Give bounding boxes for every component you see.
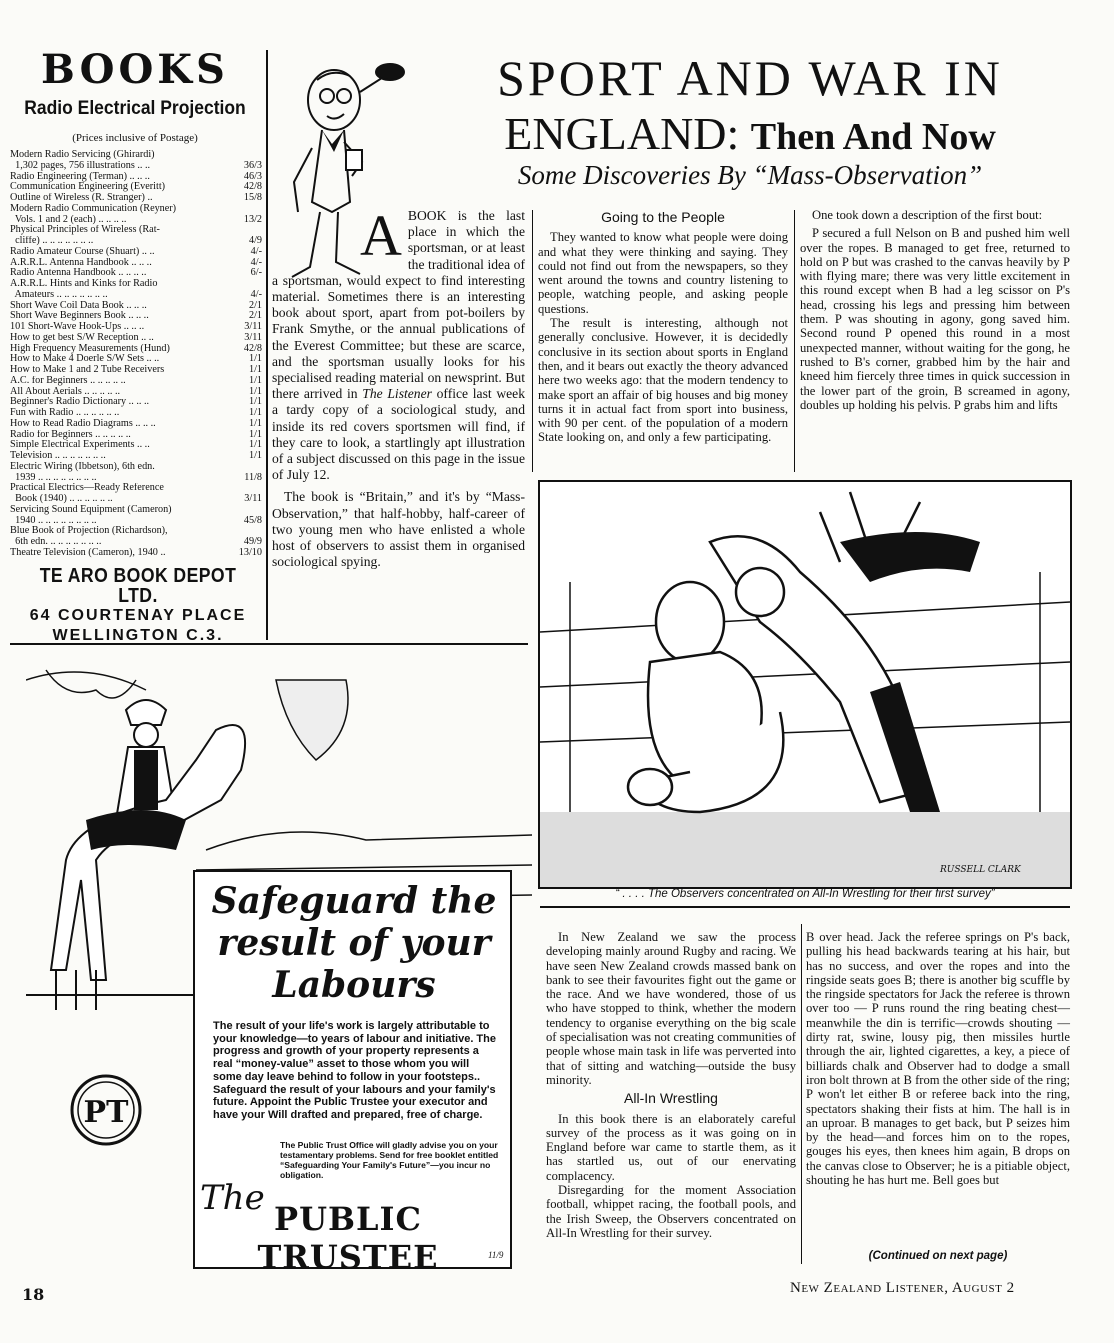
book-item bbox=[10, 344, 262, 355]
book-price bbox=[234, 462, 262, 473]
depot-name: TE ARO BOOK DEPOT LTD. bbox=[39, 565, 237, 607]
book-item bbox=[10, 430, 262, 441]
book-title: A.R.R.L. Antenna Handbook .. .. .. bbox=[10, 257, 152, 268]
ad-the: The bbox=[200, 1178, 265, 1218]
book-price: 1/1 bbox=[248, 396, 262, 408]
book-title: 1,302 pages, 756 illustrations .. .. bbox=[10, 160, 151, 171]
page-number: 18 bbox=[22, 1285, 45, 1304]
book-price: 42/8 bbox=[243, 342, 262, 354]
book-price: 1/1 bbox=[248, 374, 262, 386]
ad-code: 11/9 bbox=[488, 1250, 504, 1260]
continued-note: (Continued on next page) bbox=[868, 1250, 1008, 1262]
book-item bbox=[10, 548, 262, 559]
book-price: 3/11 bbox=[244, 321, 262, 332]
book-title: Radio Engineering (Terman) .. .. .. bbox=[10, 171, 150, 182]
cartoon-caption: “ . . . . The Observers concentrated on All-In Wrestling for their first survey” bbox=[615, 888, 995, 900]
trustee-logo: PT bbox=[83, 1095, 129, 1130]
ad-body: The result of your life's work is largely attributable to your knowledge—to years of labour and initiative. The progress and growth of your property represents a real “money-value” asset to those whom you will some day leave behind to follow in your footsteps.. Safeguard the result of your labours and your family's future. Appoint the Public Trustee your executor and have your Will drafted and prepared, free of charge. bbox=[213, 1020, 496, 1121]
book-price bbox=[234, 204, 262, 215]
article-headline bbox=[420, 50, 1080, 165]
book-item bbox=[10, 376, 262, 387]
book-title: Theatre Television (Cameron), 1940 .. bbox=[10, 547, 166, 558]
book-item bbox=[10, 204, 262, 215]
book-item bbox=[10, 215, 262, 226]
book-title: Physical Principles of Wireless (Rat- bbox=[10, 225, 160, 236]
book-item bbox=[10, 311, 262, 322]
book-item bbox=[10, 462, 262, 473]
book-price: 13/10 bbox=[238, 546, 262, 558]
book-title: Modern Radio Servicing (Ghirardi) bbox=[10, 150, 155, 160]
book-item bbox=[10, 408, 262, 419]
book-price: 4/- bbox=[250, 245, 262, 257]
book-item bbox=[10, 333, 262, 344]
book-item bbox=[10, 537, 262, 548]
section-heading-going: Going to the People bbox=[601, 209, 725, 225]
book-depot bbox=[10, 566, 266, 646]
ad-title: Safeguard the result of your Labours bbox=[211, 880, 497, 1006]
book-item bbox=[10, 322, 262, 333]
book-title: Radio Antenna Handbook .. .. .. .. bbox=[10, 268, 147, 279]
article-subheadline: Some Discoveries By “Mass-Observation” bbox=[517, 160, 983, 190]
book-title: Radio Amateur Course (Shuart) .. .. bbox=[10, 246, 155, 257]
book-price: 36/3 bbox=[243, 159, 262, 171]
book-item bbox=[10, 193, 262, 204]
book-price: 4/- bbox=[250, 288, 262, 300]
book-item bbox=[10, 419, 262, 430]
book-price: 1/1 bbox=[248, 417, 262, 429]
headline-line-1: SPORT AND WAR IN bbox=[497, 50, 1003, 106]
book-item bbox=[10, 451, 262, 462]
book-item bbox=[10, 247, 262, 258]
book-price: 4/- bbox=[250, 256, 262, 268]
book-title: A.C. for Beginners .. .. .. .. .. bbox=[10, 375, 126, 386]
book-title: Short Wave Beginners Book .. .. .. bbox=[10, 311, 149, 322]
book-item bbox=[10, 505, 262, 516]
book-item bbox=[10, 258, 262, 269]
ad-small-print: The Public Trust Office will gladly advise you on your testamentary problems. Send for free booklet entitled “Safeguarding Your Family's Future”—you incur no obligation. bbox=[280, 1140, 499, 1180]
book-item bbox=[10, 483, 262, 494]
book-price: 42/8 bbox=[243, 181, 262, 193]
book-title: Vols. 1 and 2 (each) .. .. .. .. bbox=[10, 214, 127, 225]
book-item bbox=[10, 172, 262, 183]
depot-city: WELLINGTON C.3. bbox=[52, 627, 224, 644]
book-price: 46/3 bbox=[243, 170, 262, 182]
book-title: Simple Electrical Experiments .. .. bbox=[10, 440, 150, 451]
book-price: 1/1 bbox=[248, 439, 262, 451]
book-title: Television .. .. .. .. .. .. .. bbox=[10, 451, 106, 461]
book-item bbox=[10, 268, 262, 279]
books-subheading: Radio Electrical Projection bbox=[24, 98, 246, 119]
intro-paragraph-1-end: office last week a tardy copy of a sociological study, and inside its red covers sportsmen will find, if they care to look, a startlingly apt illustration of a subject discussed on this page in the issue of July 12. bbox=[272, 386, 525, 483]
drop-cap: A bbox=[360, 203, 402, 268]
intro-paragraph-2: The book is “Britain,” and it's by “Mass-Observation,” that half-hobby, half-career of two young men who have enlisted a whole host of observers to assist them in organised sociological spying. bbox=[272, 489, 525, 570]
book-item bbox=[10, 161, 262, 172]
book-item bbox=[10, 236, 262, 247]
depot-address: 64 COURTENAY PLACE bbox=[29, 607, 247, 624]
book-price: 15/8 bbox=[243, 192, 262, 203]
book-title: cliffe) .. .. .. .. .. .. .. bbox=[10, 236, 94, 246]
paragraph: In New Zealand we saw the process developing mainly around Rugby and racing. We have seen New Zealand crowds massed bank on bank to see their favourites fight out the game or the race. And we have wondered, those of us who have stopped to think, whether the modern tendency to organise everything on the big scale of specialisation was not creating communities of people whose main task in life was perverted into that of sitting and watching—outside the busy minority. bbox=[546, 930, 796, 1087]
article-column-3 bbox=[800, 208, 1070, 412]
book-price: 4/9 bbox=[248, 235, 262, 246]
book-price: 1/1 bbox=[248, 385, 262, 397]
book-price: 1/1 bbox=[248, 353, 262, 365]
wrestling-cartoon bbox=[538, 480, 1072, 889]
book-price: 6/- bbox=[250, 267, 262, 279]
article-lower-column-2 bbox=[806, 930, 1070, 1187]
headline-line-2b: Then And Now bbox=[750, 116, 996, 158]
book-price: 2/1 bbox=[248, 299, 262, 311]
book-title: 1940 .. .. .. .. .. .. .. .. bbox=[10, 515, 97, 526]
book-item bbox=[10, 182, 262, 193]
book-title: How to Make 4 Doerle S/W Sets .. .. bbox=[10, 354, 160, 365]
publication-footer: New Zealand Listener, August 2 bbox=[790, 1280, 1015, 1296]
intro-italic-title: The Listener bbox=[362, 386, 432, 402]
books-list bbox=[10, 150, 262, 559]
book-title: Practical Electrics—Ready Reference bbox=[10, 483, 164, 494]
book-item bbox=[10, 279, 262, 290]
book-price: 11/8 bbox=[244, 471, 262, 483]
book-title: How to get best S/W Reception .. .. bbox=[10, 332, 154, 343]
book-item bbox=[10, 290, 262, 301]
book-item bbox=[10, 440, 262, 451]
book-title: Blue Book of Projection (Richardson), bbox=[10, 526, 168, 537]
book-title: 6th edn. .. .. .. .. .. .. .. bbox=[10, 537, 102, 547]
book-item bbox=[10, 387, 262, 398]
book-price: 1/1 bbox=[248, 450, 262, 461]
headline-line-2a: ENGLAND: bbox=[504, 108, 740, 159]
article-column-2 bbox=[538, 208, 788, 445]
caption-rule bbox=[540, 906, 1070, 908]
column-rule bbox=[794, 210, 795, 472]
book-price: 1/1 bbox=[248, 364, 262, 375]
book-title: Fun with Radio .. .. .. .. .. .. bbox=[10, 408, 120, 418]
book-item bbox=[10, 494, 262, 505]
book-title: Radio for Beginners .. .. .. .. .. bbox=[10, 429, 131, 440]
paragraph: One took down a description of the first bout: bbox=[812, 208, 1043, 222]
book-item bbox=[10, 301, 262, 312]
book-title: Amateurs .. .. .. .. .. .. .. bbox=[10, 289, 108, 300]
section-heading-allin: All-In Wrestling bbox=[624, 1090, 718, 1107]
ad-public-trustee: PUBLIC TRUSTEE bbox=[257, 1200, 439, 1276]
book-price: 2/1 bbox=[248, 310, 262, 322]
book-title: High Frequency Measurements (Hund) bbox=[10, 343, 170, 354]
book-price: 1/1 bbox=[248, 428, 262, 440]
column-rule bbox=[801, 924, 802, 1264]
cartoon-signature: RUSSELL CLARK bbox=[940, 865, 1021, 875]
book-item bbox=[10, 397, 262, 408]
paragraph: They wanted to know what people were doing and what they were thinking and saying. They could not find out from the newspapers, so they went around the towns and country listening to people, watching people, and asking people questions. bbox=[538, 230, 788, 316]
article-intro bbox=[272, 203, 525, 570]
book-item bbox=[10, 473, 262, 484]
article-lower-column-1 bbox=[546, 930, 796, 1240]
book-price: 45/8 bbox=[243, 514, 262, 526]
book-item bbox=[10, 150, 262, 161]
paragraph: The result is interesting, although not generally conclusive. However, it is decidedly conclusive in its section about sports in England then, and it bears out exactly the theory advanced here two weeks ago: that the modern tendency to make sport an affair of big houses and big money turns it in actual fact from sport into business, with 90 per cent. of the population of a modern State looking on, and only a few participating. bbox=[538, 316, 788, 445]
paragraph: Disregarding for the moment Association football, whippet racing, the football pools, and the Irish Sweep, the Observers concentrated on All-In Wrestling for their survey. bbox=[546, 1183, 796, 1240]
paragraph: P secured a full Nelson on B and pushed him well over the ropes. B managed to get free, returned to hold on P but was crashed to the canvas heavily by P with flying mare; there was very little excitement in this round except when B had a leg scissor on P's head, crossing his legs and pressing him between them. P was shouting in agony, gong saved him. Second round P opened this round in a most unexpected manner, without waiting for the gong, he rushed to B's corner, grabbed him by the hair and kneed him fiercely three times in quick succession in the lower part of the groin, B screamed in agony, doubles up holding his pelvis. P grabs him and lifts bbox=[800, 226, 1070, 412]
book-price: 3/11 bbox=[244, 493, 262, 504]
book-title: 1939 .. .. .. .. .. .. .. .. bbox=[10, 472, 97, 483]
book-title: All About Aerials .. .. .. .. .. bbox=[10, 386, 121, 397]
books-heading: BOOKS bbox=[41, 46, 229, 93]
book-item bbox=[10, 526, 262, 537]
book-title: 101 Short-Wave Hook-Ups .. .. .. bbox=[10, 322, 145, 332]
book-title: A.R.R.L. Hints and Kinks for Radio bbox=[10, 279, 158, 289]
book-title: Communication Engineering (Everitt) bbox=[10, 182, 166, 193]
book-title: How to Read Radio Diagrams .. .. .. bbox=[10, 418, 156, 429]
book-title: How to Make 1 and 2 Tube Receivers bbox=[10, 365, 165, 375]
paragraph: In this book there is an elaborately careful survey of the process as it was going on in England before war came to startle them, as it has startled us, out of our enervating complacency. bbox=[546, 1111, 796, 1183]
intro-paragraph-1: BOOK is the last place in which the sportsman, or at least the traditional idea of a sportsman, would expect to find interesting material. Sometimes there is an interesting book about sport, apart from pot-boilers by Frank Smythe, or the annual publications of the Everest Committee; but these are scarce, and the sportsman usually looks for his specialised reading material on newsprint. But there arrived in bbox=[272, 208, 525, 402]
paragraph: B over head. Jack the referee springs on P's back, pulling his head backwards tearing at his hair, but has no success, and over the ropes and into the ringside seats goes B; there is another big scuffle by the ringside spectators for Jack the referee is thrown over too — P runs round the ring beating chest—meanwhile the din is terrific—crowds shouting — dirty rat, swine, lousy pig, then missiles hurtle through the air, lighted cigarettes, a key, a piece of billiards chalk and Observer had to dodge a small iron bolt thrown at B from the other side of the ring; P won't let either B or referee back into the ring, spectators shaking their fists at him. The hall is in an uproar. B manages to get back, but P seizes him by the head—and forces him on to the ropes, gouges his eyes, then knees him again, B drops on the canvas close to Observer; he is a pitiable object, shouting he has hurt me. Bell goes but bbox=[806, 930, 1070, 1188]
book-price: 49/9 bbox=[243, 536, 262, 547]
book-item bbox=[10, 516, 262, 527]
book-title: Electric Wiring (Ibbetson), 6th edn. bbox=[10, 461, 155, 472]
book-title: Short Wave Coil Data Book .. .. .. bbox=[10, 300, 147, 311]
book-price: 13/2 bbox=[243, 213, 262, 225]
book-title: Servicing Sound Equipment (Cameron) bbox=[10, 504, 172, 515]
book-price: 1/1 bbox=[248, 407, 262, 418]
book-title: Beginner's Radio Dictionary .. .. .. bbox=[10, 397, 150, 408]
book-price: 3/11 bbox=[244, 331, 262, 343]
book-price bbox=[234, 505, 262, 516]
column-rule bbox=[532, 210, 533, 472]
book-title: Book (1940) .. .. .. .. .. .. bbox=[10, 494, 113, 504]
book-item bbox=[10, 354, 262, 365]
book-item bbox=[10, 365, 262, 376]
book-title: Modern Radio Communication (Reyner) bbox=[10, 203, 177, 214]
book-title: Outline of Wireless (R. Stranger) .. bbox=[10, 193, 153, 203]
column-rule bbox=[266, 50, 268, 640]
books-prices-note: (Prices inclusive of Postage) bbox=[72, 132, 198, 144]
book-item bbox=[10, 225, 262, 236]
